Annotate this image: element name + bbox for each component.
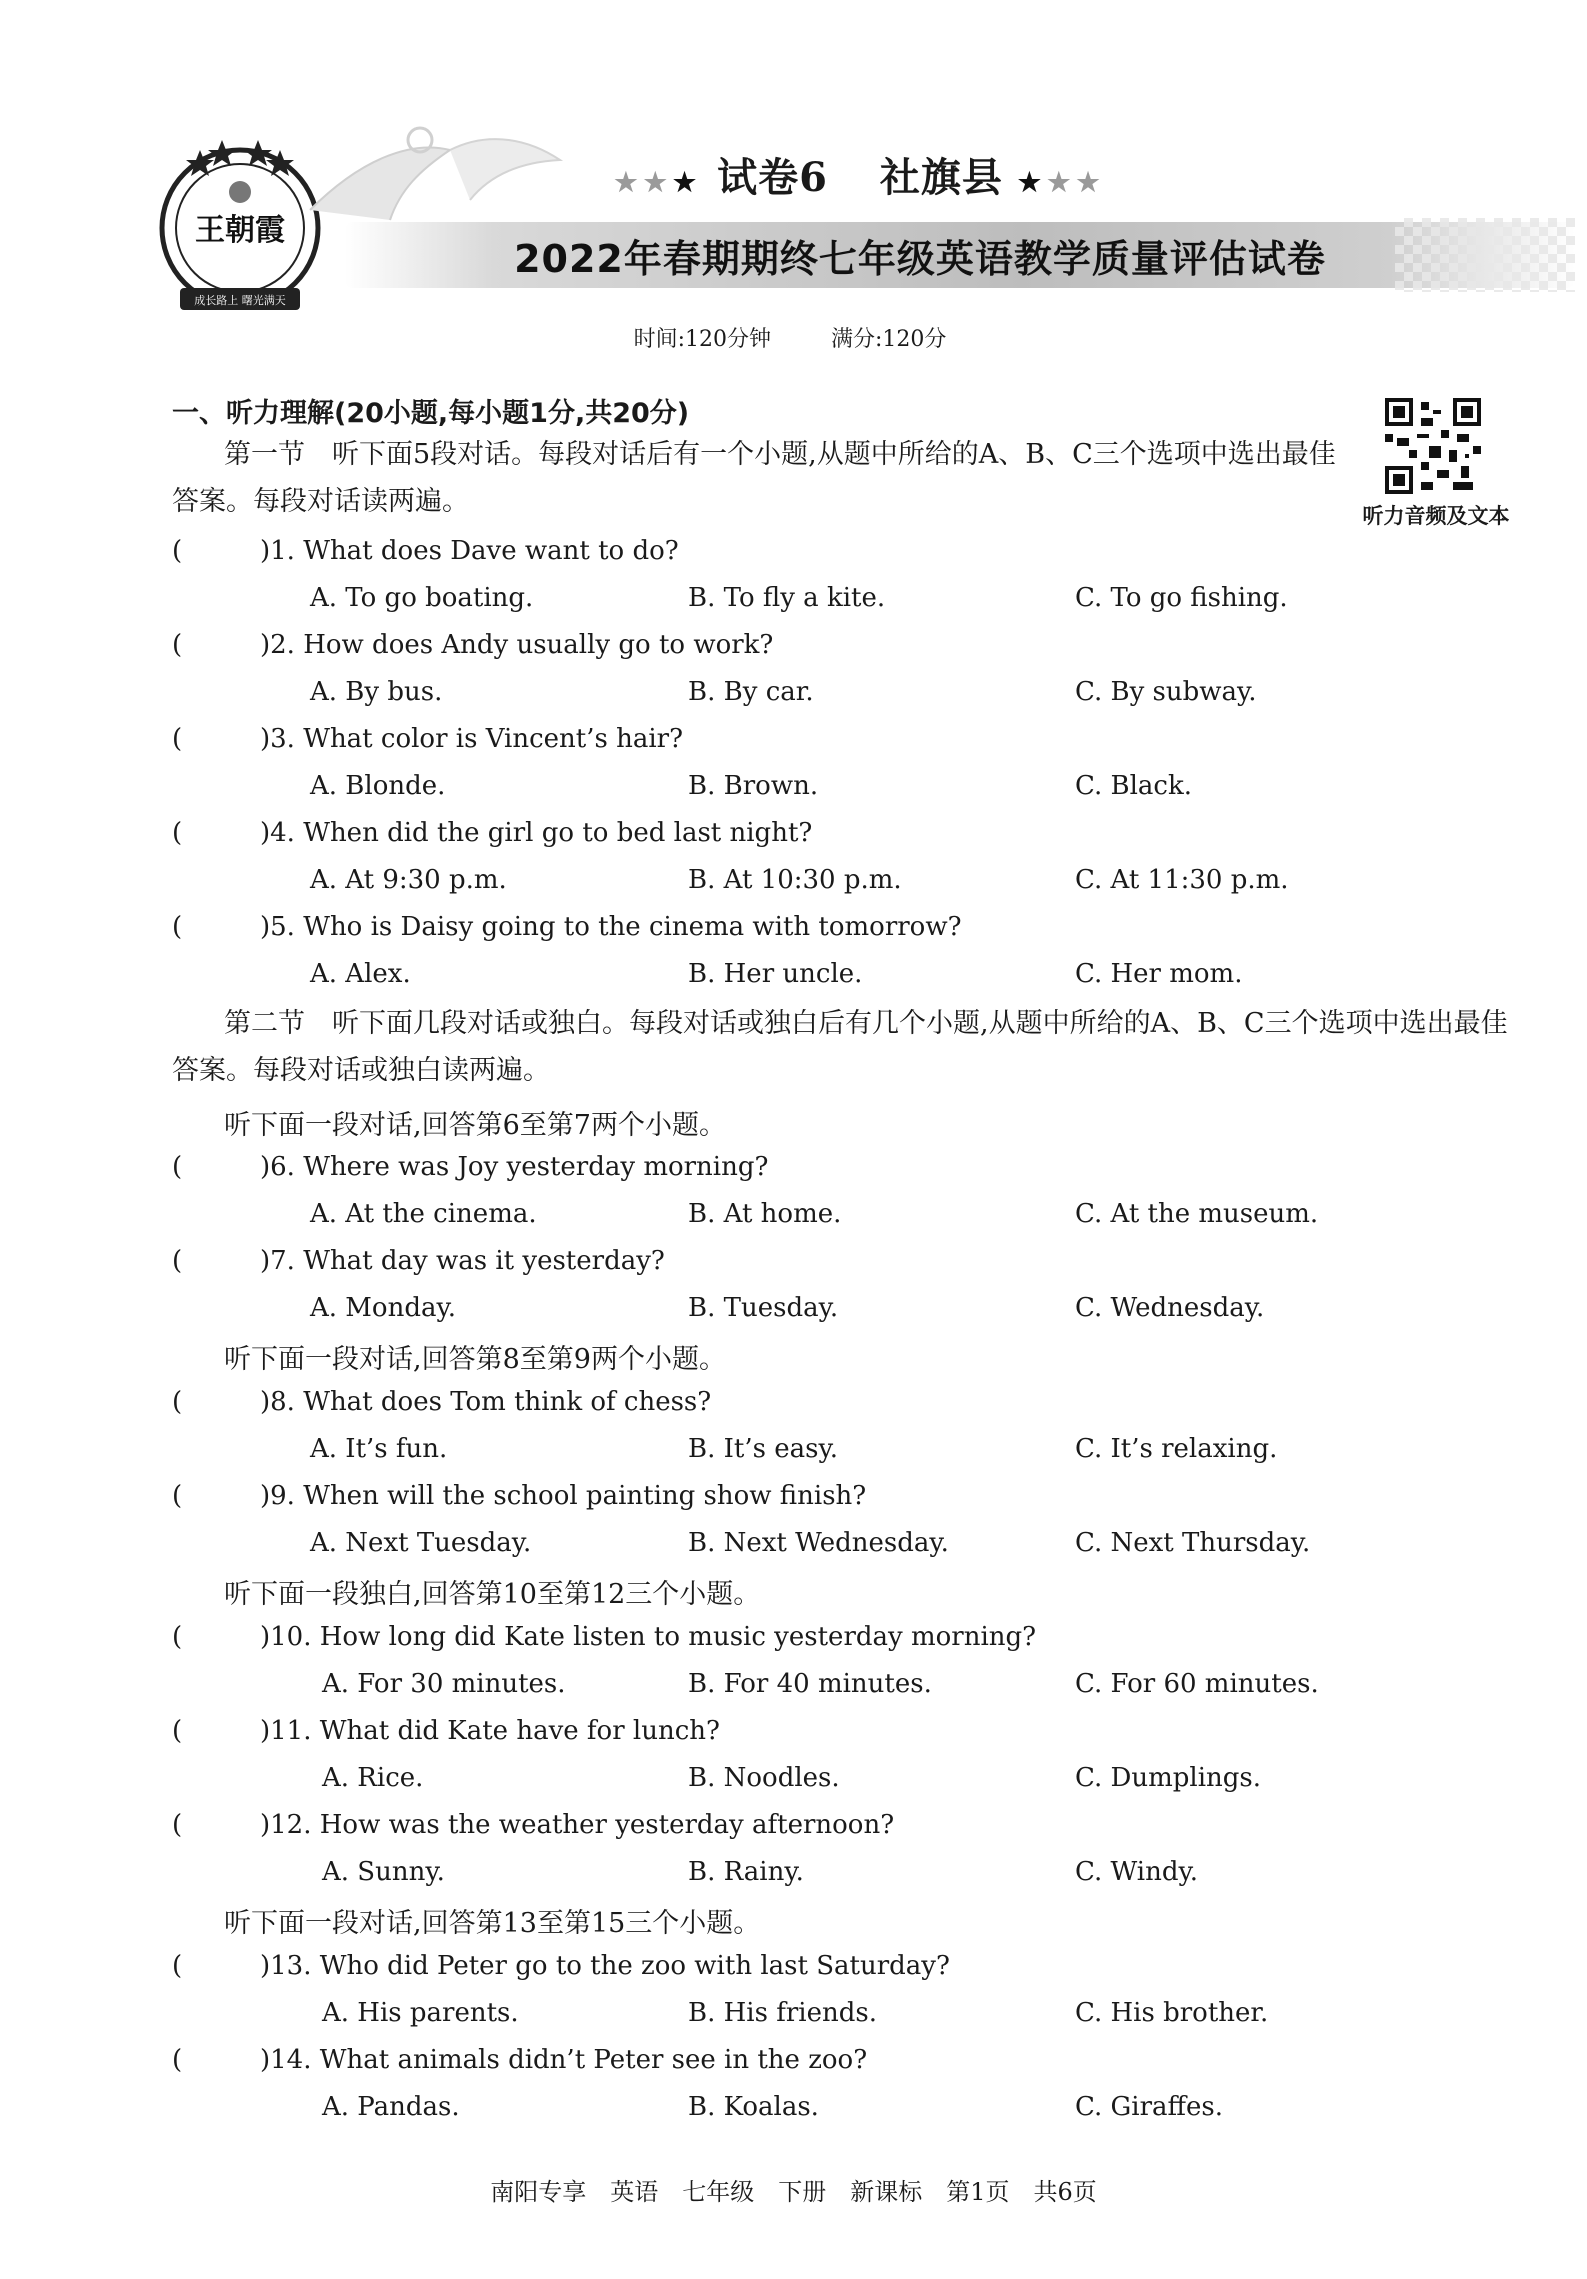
answer-blank[interactable]: ( <box>172 1810 183 1840</box>
option-a: A. Alex. <box>310 959 411 989</box>
answer-blank[interactable]: ( <box>172 1622 183 1652</box>
question-stem: ( )2. How does Andy usually go to work? <box>172 630 774 660</box>
answer-blank[interactable]: ( <box>172 536 183 566</box>
option-a: A. Sunny. <box>322 1857 445 1887</box>
option-b: B. Her uncle. <box>688 959 863 989</box>
option-a: A. Blonde. <box>310 771 446 801</box>
option-b: B. Koalas. <box>688 2092 819 2122</box>
option-c: C. Dumplings. <box>1075 1763 1262 1793</box>
paper-series <box>600 146 1120 203</box>
listening-lead: 听下面一段对话,回答第8至第9两个小题。 <box>224 1344 726 1375</box>
listening-lead: 听下面一段对话,回答第13至第15三个小题。 <box>224 1908 761 1939</box>
question-stem: ( )4. When did the girl go to bed last night? <box>172 818 813 848</box>
option-c: C. Her mom. <box>1075 959 1243 989</box>
star-icons-left: ★★★ <box>614 168 703 198</box>
option-a: A. It’s fun. <box>310 1434 448 1464</box>
option-a: A. Pandas. <box>322 2092 460 2122</box>
option-c: C. Black. <box>1075 771 1192 801</box>
part2-instruction: 第二节 听下面几段对话或独白。每段对话或独白后有几个小题,从题中所给的A、B、C三个选项中选出最佳答案。每段对话或独白读两遍。 <box>172 1008 1508 1086</box>
answer-blank[interactable]: ( <box>172 818 183 848</box>
answer-blank[interactable]: ( <box>172 1951 183 1981</box>
page-footer: 南阳专享 英语 七年级 下册 新课标 第1页 共6页 <box>490 2178 1097 2206</box>
question-stem: ( )3. What color is Vincent’s hair? <box>172 724 684 754</box>
answer-blank[interactable]: ( <box>172 724 183 754</box>
answer-blank[interactable]: ( <box>172 1246 183 1276</box>
option-c: C. Windy. <box>1075 1857 1198 1887</box>
option-c: C. Next Thursday. <box>1075 1528 1311 1558</box>
exam-info <box>560 322 1020 353</box>
option-a: A. Monday. <box>310 1293 456 1323</box>
question-stem: ( )7. What day was it yesterday? <box>172 1246 665 1276</box>
listening-lead: 听下面一段独白,回答第10至第12三个小题。 <box>224 1579 761 1610</box>
question-stem: ( )9. When will the school painting show finish? <box>172 1481 867 1511</box>
option-a: A. For 30 minutes. <box>322 1669 566 1699</box>
option-c: C. At the museum. <box>1075 1199 1319 1229</box>
option-a: A. To go boating. <box>310 583 534 613</box>
answer-blank[interactable]: ( <box>172 1481 183 1511</box>
option-b: B. Rainy. <box>688 1857 804 1887</box>
option-b: B. It’s easy. <box>688 1434 838 1464</box>
option-c: C. Wednesday. <box>1075 1293 1265 1323</box>
question-stem: ( )5. Who is Daisy going to the cinema with tomorrow? <box>172 912 962 942</box>
option-b: B. For 40 minutes. <box>688 1669 932 1699</box>
option-a: A. Rice. <box>322 1763 424 1793</box>
question-stem: ( )8. What does Tom think of chess? <box>172 1387 712 1417</box>
answer-blank[interactable]: ( <box>172 1387 183 1417</box>
option-b: B. At home. <box>688 1199 842 1229</box>
series-label: 试卷6 <box>717 154 828 201</box>
question-stem: ( )6. Where was Joy yesterday morning? <box>172 1152 769 1182</box>
option-b: B. Tuesday. <box>688 1293 839 1323</box>
time-limit: 时间:120分钟 <box>633 327 771 352</box>
answer-blank[interactable]: ( <box>172 1152 183 1182</box>
option-a: A. His parents. <box>322 1998 519 2028</box>
question-stem: ( )12. How was the weather yesterday afternoon? <box>172 1810 895 1840</box>
section-heading: 一、听力理解(20小题,每小题1分,共20分) <box>172 398 690 429</box>
full-score: 满分:120分 <box>831 327 947 352</box>
answer-blank[interactable]: ( <box>172 1716 183 1746</box>
question-stem: ( )13. Who did Peter go to the zoo with last Saturday? <box>172 1951 950 1981</box>
option-b: B. His friends. <box>688 1998 877 2028</box>
answer-blank[interactable]: ( <box>172 2045 183 2075</box>
question-stem: ( )11. What did Kate have for lunch? <box>172 1716 720 1746</box>
option-c: C. Giraffes. <box>1075 2092 1223 2122</box>
option-c: C. By subway. <box>1075 677 1257 707</box>
svg-text:王朝霞: 王朝霞 <box>195 213 285 248</box>
star-icons-right: ★★★ <box>1017 168 1106 198</box>
option-a: A. By bus. <box>310 677 443 707</box>
option-a: A. At the cinema. <box>310 1199 537 1229</box>
option-a: A. Next Tuesday. <box>310 1528 532 1558</box>
option-b: B. Noodles. <box>688 1763 840 1793</box>
option-b: B. Next Wednesday. <box>688 1528 949 1558</box>
listening-lead: 听下面一段对话,回答第6至第7两个小题。 <box>224 1110 726 1141</box>
question-stem: ( )10. How long did Kate listen to music yesterday morning? <box>172 1622 1037 1652</box>
option-c: C. To go fishing. <box>1075 583 1288 613</box>
county-label: 社旗县 <box>879 154 1003 201</box>
page-title: 2022年春期期终七年级英语教学质量评估试卷 <box>514 237 1326 281</box>
option-b: B. To fly a kite. <box>688 583 886 613</box>
svg-text:成长路上 曙光满天: 成长路上 曙光满天 <box>194 294 286 307</box>
qr-code-icon[interactable] <box>1385 398 1481 494</box>
part1-instruction: 第一节 听下面5段对话。每段对话后有一个小题,从题中所给的A、B、C三个选项中选出最佳答案。每段对话读两遍。 <box>172 439 1336 517</box>
option-c: C. His brother. <box>1075 1998 1269 2028</box>
option-c: C. At 11:30 p.m. <box>1075 865 1289 895</box>
option-a: A. At 9:30 p.m. <box>310 865 507 895</box>
answer-blank[interactable]: ( <box>172 630 183 660</box>
option-b: B. Brown. <box>688 771 819 801</box>
option-b: B. At 10:30 p.m. <box>688 865 902 895</box>
qr-caption: 听力音频及文本 <box>1362 504 1510 528</box>
answer-blank[interactable]: ( <box>172 912 183 942</box>
question-stem: ( )14. What animals didn’t Peter see in the zoo? <box>172 2045 868 2075</box>
question-stem: ( )1. What does Dave want to do? <box>172 536 679 566</box>
option-c: C. It’s relaxing. <box>1075 1434 1278 1464</box>
option-c: C. For 60 minutes. <box>1075 1669 1319 1699</box>
option-b: B. By car. <box>688 677 814 707</box>
